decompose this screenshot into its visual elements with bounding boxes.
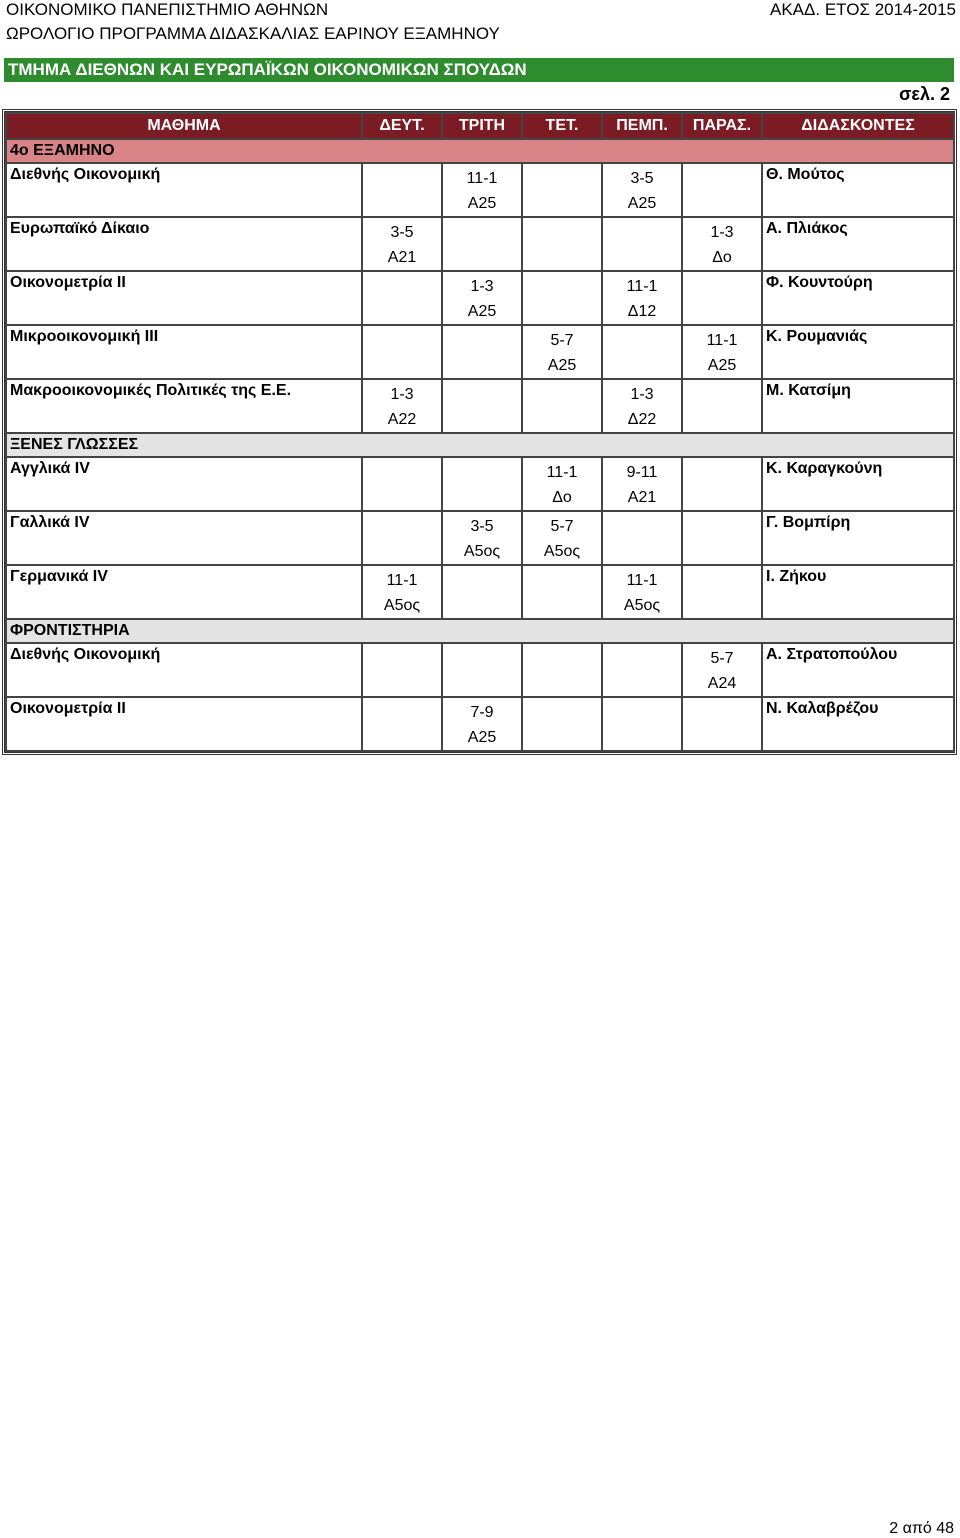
schedule-cell [442, 457, 522, 511]
course-name: Γερμανικά ΙV [6, 565, 362, 619]
schedule-cell [602, 217, 682, 271]
schedule-cell [442, 565, 522, 619]
slot-room: Δ12 [627, 303, 657, 320]
slot-time: 11-1 [626, 278, 658, 295]
course-name: Μικροοικονομική ΙΙΙ [6, 325, 362, 379]
tutorials-section-row-label: ΦΡΟΝΤΙΣΤΗΡΙΑ [6, 619, 954, 643]
schedule-cell [602, 379, 682, 433]
slot-room: Α25 [707, 357, 737, 374]
slot-room: Α5ος [623, 597, 661, 614]
slot-room: Α25 [627, 195, 657, 212]
schedule-cell [522, 511, 602, 565]
slot-room: Δ22 [627, 411, 657, 428]
schedule-cell [682, 565, 762, 619]
schedule-cell [522, 271, 602, 325]
semester-row [6, 139, 954, 163]
slot-room: Α22 [387, 411, 417, 428]
schedule-cell [682, 697, 762, 751]
lecturer-name: Μ. Κατσίμη [762, 379, 954, 433]
slot-room: Α25 [467, 195, 497, 212]
slot-room: Δο [712, 249, 732, 266]
schedule-cell [602, 163, 682, 217]
schedule-cell [522, 565, 602, 619]
schedule-cell [602, 643, 682, 697]
slot-time: 3-5 [630, 170, 654, 187]
slot-room: Α25 [547, 357, 577, 374]
schedule-cell [602, 511, 682, 565]
schedule-cell [682, 511, 762, 565]
course-name: Μακροοικονομικές Πολιτικές της Ε.Ε. [6, 379, 362, 433]
slot-time: 5-7 [550, 332, 574, 349]
course-name: Οικονομετρία ΙΙ [6, 271, 362, 325]
slot-room: Α5ος [383, 597, 421, 614]
lecturer-name: Φ. Κουντούρη [762, 271, 954, 325]
lecturer-name: Ν. Καλαβρέζου [762, 697, 954, 751]
schedule-cell [682, 163, 762, 217]
schedule-cell [682, 379, 762, 433]
slot-time: 9-11 [626, 464, 658, 481]
schedule-cell [602, 271, 682, 325]
slot-time: 7-9 [470, 704, 494, 721]
slot-room: Α21 [387, 249, 417, 266]
schedule-cell [442, 163, 522, 217]
lecturer-name: Α. Στρατοπούλου [762, 643, 954, 697]
table-row [6, 565, 954, 619]
schedule-cell [362, 217, 442, 271]
slot-room: Α5ος [543, 543, 581, 560]
slot-room: Α24 [707, 675, 737, 692]
schedule-cell [442, 643, 522, 697]
table-row [6, 643, 954, 697]
schedule-cell [522, 325, 602, 379]
schedule-cell [362, 325, 442, 379]
slot-room: Α25 [467, 303, 497, 320]
schedule-cell [362, 697, 442, 751]
schedule-cell [682, 271, 762, 325]
schedule-cell [522, 217, 602, 271]
schedule-cell [442, 511, 522, 565]
schedule-cell [522, 643, 602, 697]
tutorials-section-row [6, 619, 954, 643]
schedule-cell [362, 565, 442, 619]
schedule-cell [442, 217, 522, 271]
schedule-cell [682, 217, 762, 271]
semester-row-label: 4ο ΕΞΑΜΗΝΟ [6, 139, 954, 163]
schedule-cell [602, 325, 682, 379]
table-row [6, 271, 954, 325]
schedule-cell [362, 379, 442, 433]
column-header: ΜΑΘΗΜΑ [6, 113, 362, 139]
academic-year: ΑΚΑΔ. ΕΤΟΣ 2014-2015 [770, 0, 956, 19]
schedule-table [2, 109, 957, 755]
schedule-cell [682, 325, 762, 379]
lecturer-name: Θ. Μούτος [762, 163, 954, 217]
slot-time: 11-1 [626, 572, 658, 589]
page-footer: 2 από 48 [889, 1520, 954, 1537]
schedule-cell [442, 325, 522, 379]
lecturer-name: Γ. Βομπίρη [762, 511, 954, 565]
slot-time: 3-5 [470, 518, 494, 535]
lecturer-name: Α. Πλιάκος [762, 217, 954, 271]
course-name: Ευρωπαϊκό Δίκαιο [6, 217, 362, 271]
slot-time: 5-7 [550, 518, 574, 535]
schedule-cell [682, 457, 762, 511]
table-row [6, 697, 954, 751]
program-title: ΩΡΟΛΟΓΙΟ ΠΡΟΓΡΑΜΜΑ ΔΙΔΑΣΚΑΛΙΑΣ ΕΑΡΙΝΟΥ ΕΞΑΜΗΝΟΥ [6, 24, 500, 43]
schedule-cell [602, 457, 682, 511]
column-header: ΔΙΔΑΣΚΟΝΤΕΣ [762, 113, 954, 139]
schedule-cell [442, 697, 522, 751]
schedule-cell [362, 271, 442, 325]
slot-time: 11-1 [706, 332, 738, 349]
schedule-cell [522, 697, 602, 751]
slot-room: Α25 [467, 729, 497, 746]
table-row [6, 325, 954, 379]
schedule-cell [362, 643, 442, 697]
schedule-cell [602, 565, 682, 619]
languages-section-row-label: ΞΕΝΕΣ ΓΛΩΣΣΕΣ [6, 433, 954, 457]
schedule-cell [362, 511, 442, 565]
schedule-cell [522, 457, 602, 511]
slot-room: Α5ος [463, 543, 501, 560]
languages-section-row [6, 433, 954, 457]
schedule-cell [522, 163, 602, 217]
slot-room: Δο [552, 489, 572, 506]
slot-time: 1-3 [710, 224, 734, 241]
table-row [6, 379, 954, 433]
course-name: Οικονομετρία ΙΙ [6, 697, 362, 751]
schedule-cell [602, 697, 682, 751]
schedule-cell [362, 457, 442, 511]
course-name: Διεθνής Οικονομική [6, 163, 362, 217]
course-name: Διεθνής Οικονομική [6, 643, 362, 697]
column-header: ΔΕΥΤ. [362, 113, 442, 139]
schedule-cell [362, 163, 442, 217]
slot-time: 11-1 [546, 464, 578, 481]
course-name: Αγγλικά ΙV [6, 457, 362, 511]
course-name: Γαλλικά ΙV [6, 511, 362, 565]
slot-time: 11-1 [386, 572, 418, 589]
lecturer-name: Κ. Καραγκούνη [762, 457, 954, 511]
slot-time: 1-3 [470, 278, 494, 295]
column-header: ΠΑΡΑΣ. [682, 113, 762, 139]
column-header: ΠΕΜΠ. [602, 113, 682, 139]
page-label: σελ. 2 [899, 84, 950, 104]
slot-room: Α21 [627, 489, 657, 506]
university-name: ΟΙΚΟΝΟΜΙΚΟ ΠΑΝΕΠΙΣΤΗΜΙΟ ΑΘΗΝΩΝ [6, 0, 329, 19]
lecturer-name: Κ. Ρουμανιάς [762, 325, 954, 379]
slot-time: 1-3 [630, 386, 654, 403]
lecturer-name: Ι. Ζήκου [762, 565, 954, 619]
column-header: ΤΕΤ. [522, 113, 602, 139]
table-row [6, 457, 954, 511]
table-row [6, 511, 954, 565]
slot-time: 11-1 [466, 170, 498, 187]
schedule-cell [442, 379, 522, 433]
schedule-cell [682, 643, 762, 697]
column-header: ΤΡΙΤΗ [442, 113, 522, 139]
slot-time: 3-5 [390, 224, 414, 241]
table-row [6, 163, 954, 217]
slot-time: 5-7 [710, 650, 734, 667]
table-row [6, 217, 954, 271]
schedule-cell [442, 271, 522, 325]
slot-time: 1-3 [390, 386, 414, 403]
header-row [6, 113, 954, 139]
schedule-cell [522, 379, 602, 433]
department-banner: ΤΜΗΜΑ ΔΙΕΘΝΩΝ ΚΑΙ ΕΥΡΩΠΑΪΚΩΝ ΟΙΚΟΝΟΜΙΚΩΝ ΣΠΟΥΔΩΝ [4, 58, 954, 82]
